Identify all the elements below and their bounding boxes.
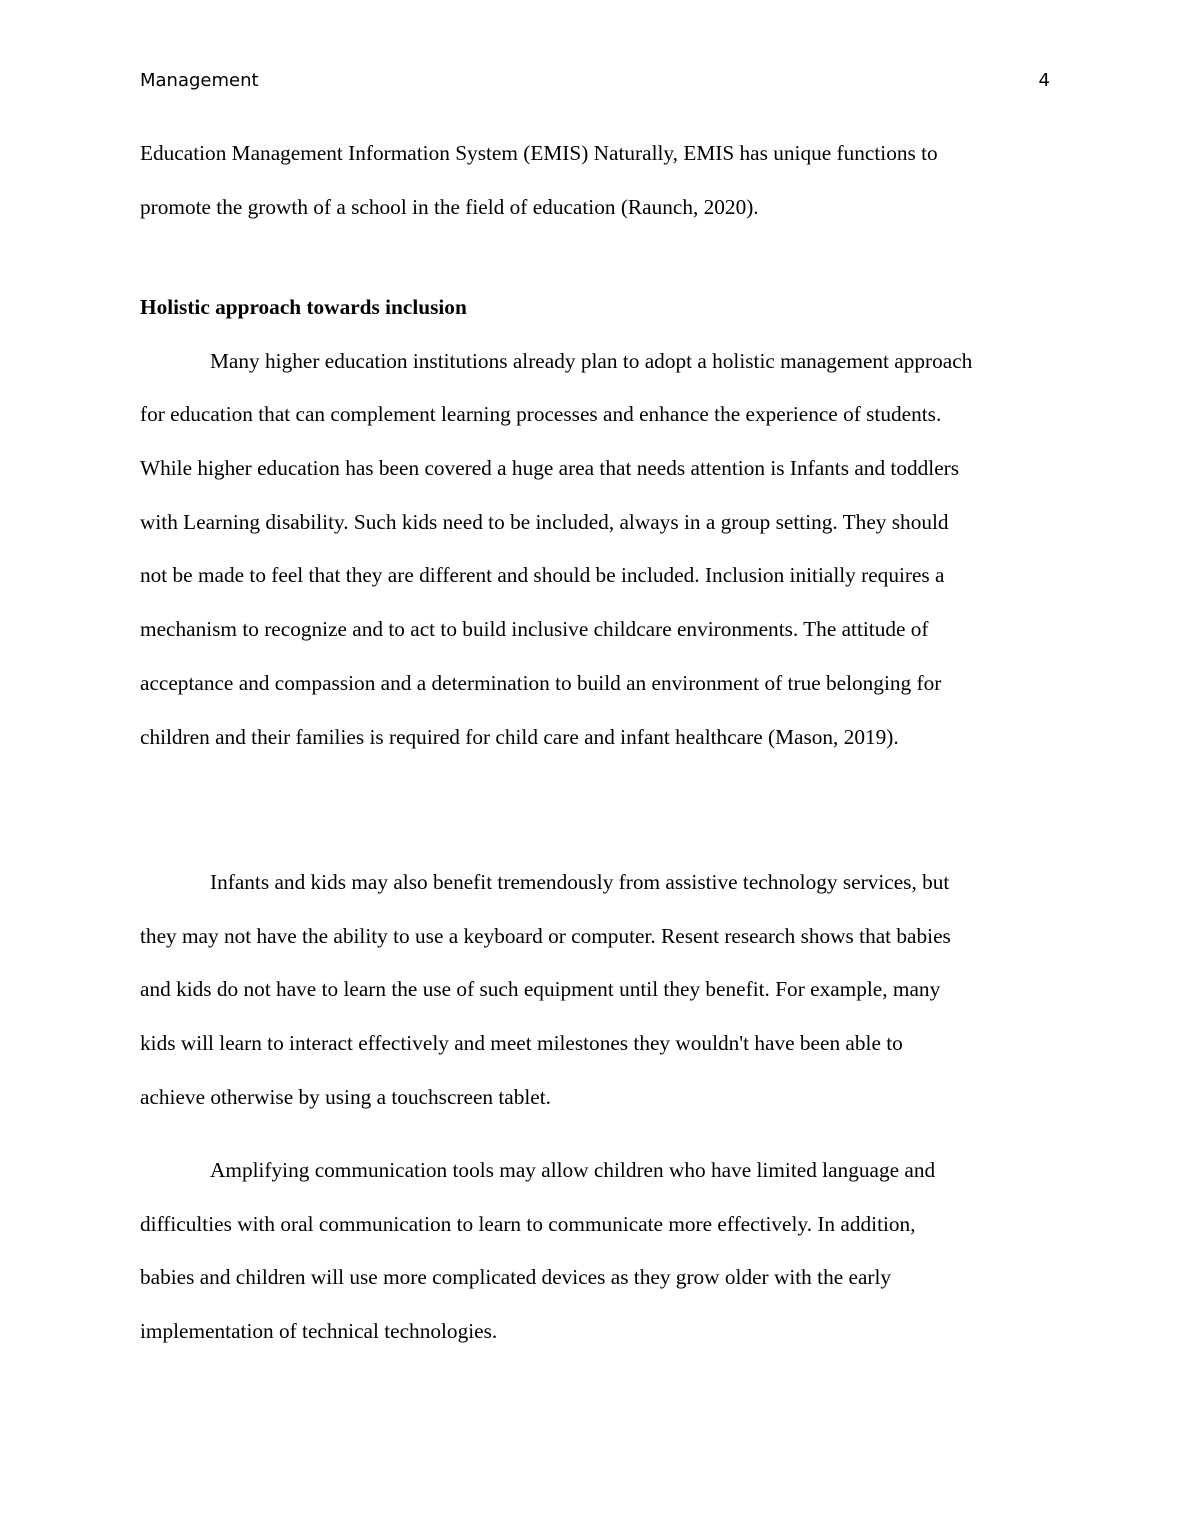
text-line: acceptance and compassion and a determination to build an environment of true belonging for [140, 670, 942, 695]
text-line: While higher education has been covered a huge area that needs attention is Infants and toddlers [140, 456, 960, 481]
text-line: achieve otherwise by using a touchscreen tablet. [140, 1084, 551, 1109]
text-line: and kids do not have to learn the use of such equipment until they benefit. For example, many [140, 977, 941, 1002]
intro-paragraph [140, 127, 1052, 234]
assistive-technology-paragraph [140, 856, 1052, 1124]
text-line: Infants and kids may also benefit tremendously from assistive technology services, but [210, 870, 950, 894]
text-line: implementation of technical technologies. [140, 1319, 498, 1344]
holistic-section [140, 281, 1052, 764]
text-line: babies and children will use more complicated devices as they grow older with the early [140, 1265, 892, 1290]
text-line: they may not have the ability to use a keyboard or computer. Resent research shows that babies [140, 923, 951, 948]
communication-tools-paragraph [140, 1144, 1052, 1359]
text-line: children and their families is required for child care and infant healthcare (Mason, 2019). [140, 724, 899, 749]
page-header [140, 70, 1050, 96]
text-line: not be made to feel that they are different and should be included. Inclusion initially requires a [140, 563, 945, 588]
page-number: 4 [1038, 70, 1050, 91]
text-line: difficulties with oral communication to learn to communicate more effectively. In addition, [140, 1211, 916, 1236]
text-line: with Learning disability. Such kids need to be included, always in a group setting. They should [140, 509, 949, 534]
text-line: promote the growth of a school in the field of education (Raunch, 2020). [140, 194, 759, 219]
text-line: Education Management Information System (EMIS) Naturally, EMIS has unique functions to [140, 141, 938, 165]
running-head: Management [140, 70, 259, 91]
text-line: Amplifying communication tools may allow children who have limited language and [210, 1158, 936, 1182]
text-line: mechanism to recognize and to act to build inclusive childcare environments. The attitude of [140, 617, 929, 642]
text-line: Many higher education institutions already plan to adopt a holistic management approach [210, 348, 973, 373]
text-line: for education that can complement learning processes and enhance the experience of students. [140, 402, 942, 427]
text-line: kids will learn to interact effectively and meet milestones they wouldn't have been able to [140, 1031, 903, 1056]
section-heading: Holistic approach towards inclusion [140, 295, 467, 319]
